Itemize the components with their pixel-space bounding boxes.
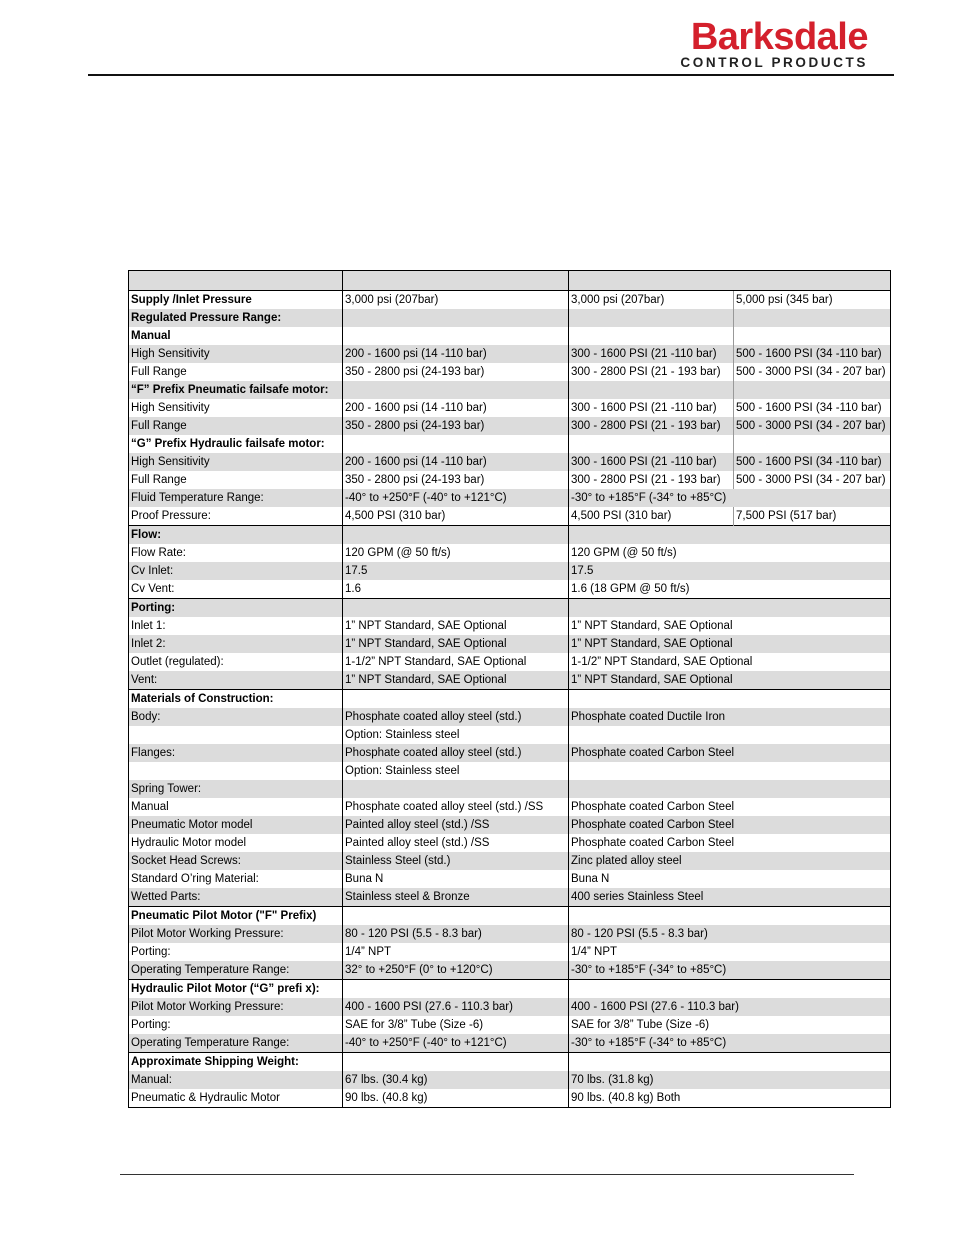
table-row <box>129 417 891 435</box>
value-cell-series-b <box>569 690 891 709</box>
value-cell-series-a: 1.6 <box>343 580 569 599</box>
table-row <box>129 653 891 671</box>
value-cell-series-a <box>343 1053 569 1072</box>
brand-subtitle: CONTROL PRODUCTS <box>680 55 868 70</box>
table-row <box>129 399 891 417</box>
value-cell-series-a: 1” NPT Standard, SAE Optional <box>343 617 569 635</box>
value-cell-series-c <box>734 381 891 399</box>
row-label-cell: Full Range <box>129 363 343 381</box>
row-label-cell: “G” Prefix Hydraulic failsafe motor: <box>129 435 343 453</box>
row-label-cell: Inlet 1: <box>129 617 343 635</box>
value-cell-series-b: 4,500 PSI (310 bar) <box>569 507 734 526</box>
value-cell-series-a: 200 - 1600 psi (14 -110 bar) <box>343 453 569 471</box>
value-cell-series-b <box>569 1053 891 1072</box>
value-cell-series-a <box>343 690 569 709</box>
table-row <box>129 925 891 943</box>
value-cell-series-a: 32° to +250°F (0° to +120°C) <box>343 961 569 980</box>
value-cell-series-b: Phosphate coated Carbon Steel <box>569 816 891 834</box>
table-row <box>129 435 891 453</box>
row-label-cell: Standard O’ring Material: <box>129 870 343 888</box>
row-label-cell <box>129 762 343 780</box>
row-label-cell: Flow: <box>129 526 343 545</box>
table-row <box>129 507 891 526</box>
value-cell-series-c: 500 - 1600 PSI (34 -110 bar) <box>734 453 891 471</box>
row-label-cell: Hydraulic Motor model <box>129 834 343 852</box>
value-cell-series-b: 1-1/2” NPT Standard, SAE Optional <box>569 653 891 671</box>
table-row <box>129 345 891 363</box>
value-cell-series-a: Painted alloy steel (std.) /SS <box>343 816 569 834</box>
value-cell-series-a <box>343 526 569 545</box>
table-row <box>129 363 891 381</box>
row-label-cell: Flow Rate: <box>129 544 343 562</box>
brand-name: Barksdale <box>690 16 868 58</box>
value-cell-series-a <box>343 309 569 327</box>
value-cell-series-b: 1/4” NPT <box>569 943 891 961</box>
value-cell-series-a: Stainless Steel (std.) <box>343 852 569 870</box>
row-label-cell: High Sensitivity <box>129 399 343 417</box>
row-label-cell: Materials of Construction: <box>129 690 343 709</box>
table-row <box>129 834 891 852</box>
value-cell-series-b <box>569 327 734 345</box>
row-label-cell: Pneumatic Motor model <box>129 816 343 834</box>
row-label-cell: Regulated Pressure Range: <box>129 309 343 327</box>
row-label-cell <box>129 726 343 744</box>
value-cell-series-a: -40° to +250°F (-40° to +121°C) <box>343 489 569 507</box>
table-row <box>129 1016 891 1034</box>
row-label-cell: Cv Vent: <box>129 580 343 599</box>
value-cell-series-b <box>569 762 891 780</box>
value-cell-series-b: 1” NPT Standard, SAE Optional <box>569 635 891 653</box>
value-cell-series-a: SAE for 3/8” Tube (Size -6) <box>343 1016 569 1034</box>
table-row <box>129 471 891 489</box>
table-row <box>129 1053 891 1072</box>
table-row <box>129 453 891 471</box>
value-cell-series-b: Phosphate coated Carbon Steel <box>569 744 891 762</box>
table-row <box>129 327 891 345</box>
value-cell-series-a <box>343 599 569 618</box>
row-label-cell: Vent: <box>129 671 343 690</box>
header-cell-3 <box>569 271 891 291</box>
value-cell-series-a: 200 - 1600 psi (14 -110 bar) <box>343 399 569 417</box>
value-cell-series-b <box>569 599 891 618</box>
value-cell-series-b <box>569 381 734 399</box>
value-cell-series-a: Phosphate coated alloy steel (std.) <box>343 708 569 726</box>
value-cell-series-b: 300 - 2800 PSI (21 - 193 bar) <box>569 417 734 435</box>
value-cell-series-c <box>734 435 891 453</box>
value-cell-series-a: 80 - 120 PSI (5.5 - 8.3 bar) <box>343 925 569 943</box>
value-cell-series-b: 400 - 1600 PSI (27.6 - 110.3 bar) <box>569 998 891 1016</box>
table-row <box>129 544 891 562</box>
table-row <box>129 599 891 618</box>
table-row <box>129 526 891 545</box>
row-label-cell: “F” Prefix Pneumatic failsafe motor: <box>129 381 343 399</box>
value-cell-series-b: SAE for 3/8” Tube (Size -6) <box>569 1016 891 1034</box>
value-cell-series-b: -30° to +185°F (-34° to +85°C) <box>569 489 891 507</box>
row-label-cell: Porting: <box>129 943 343 961</box>
table-row <box>129 870 891 888</box>
value-cell-series-b: 300 - 2800 PSI (21 - 193 bar) <box>569 363 734 381</box>
table-row <box>129 690 891 709</box>
value-cell-series-b: 1” NPT Standard, SAE Optional <box>569 617 891 635</box>
row-label-cell: High Sensitivity <box>129 453 343 471</box>
table-row <box>129 888 891 907</box>
header-cell-2 <box>343 271 569 291</box>
specifications-table <box>128 270 891 1108</box>
value-cell-series-b: -30° to +185°F (-34° to +85°C) <box>569 1034 891 1053</box>
table-row <box>129 961 891 980</box>
brand-logo <box>680 18 868 70</box>
table-row <box>129 998 891 1016</box>
value-cell-series-b <box>569 907 891 926</box>
value-cell-series-a: 350 - 2800 psi (24-193 bar) <box>343 417 569 435</box>
row-label-cell: Porting: <box>129 1016 343 1034</box>
row-label-cell: Cv Inlet: <box>129 562 343 580</box>
value-cell-series-b: Phosphate coated Carbon Steel <box>569 834 891 852</box>
row-label-cell: Manual <box>129 798 343 816</box>
row-label-cell: Full Range <box>129 417 343 435</box>
table-row <box>129 762 891 780</box>
value-cell-series-b <box>569 726 891 744</box>
value-cell-series-a <box>343 980 569 999</box>
table-row <box>129 309 891 327</box>
value-cell-series-b: 17.5 <box>569 562 891 580</box>
value-cell-series-a: 400 - 1600 PSI (27.6 - 110.3 bar) <box>343 998 569 1016</box>
value-cell-series-a: Stainless steel & Bronze <box>343 888 569 907</box>
value-cell-series-a <box>343 381 569 399</box>
table-row <box>129 291 891 310</box>
table-row <box>129 708 891 726</box>
value-cell-series-a: Phosphate coated alloy steel (std.) <box>343 744 569 762</box>
value-cell-series-b: 70 lbs. (31.8 kg) <box>569 1071 891 1089</box>
value-cell-series-a: Option: Stainless steel <box>343 762 569 780</box>
value-cell-series-b: 80 - 120 PSI (5.5 - 8.3 bar) <box>569 925 891 943</box>
value-cell-series-a <box>343 435 569 453</box>
row-label-cell: Pneumatic Pilot Motor ("F" Prefix) <box>129 907 343 926</box>
value-cell-series-a: Option: Stainless steel <box>343 726 569 744</box>
value-cell-series-b: 120 GPM (@ 50 ft/s) <box>569 544 891 562</box>
table-row <box>129 780 891 798</box>
table-row <box>129 744 891 762</box>
table-row <box>129 943 891 961</box>
row-label-cell: Outlet (regulated): <box>129 653 343 671</box>
row-label-cell: Manual <box>129 327 343 345</box>
row-label-cell: Operating Temperature Range: <box>129 1034 343 1053</box>
value-cell-series-c: 5,000 psi (345 bar) <box>734 291 891 310</box>
value-cell-series-a: Phosphate coated alloy steel (std.) /SS <box>343 798 569 816</box>
value-cell-series-c <box>734 309 891 327</box>
value-cell-series-a: 90 lbs. (40.8 kg) <box>343 1089 569 1108</box>
value-cell-series-b: Buna N <box>569 870 891 888</box>
header-rule <box>88 74 894 76</box>
row-label-cell: Operating Temperature Range: <box>129 961 343 980</box>
value-cell-series-a: 1-1/2” NPT Standard, SAE Optional <box>343 653 569 671</box>
row-label-cell: Inlet 2: <box>129 635 343 653</box>
header-cell-1 <box>129 271 343 291</box>
value-cell-series-b <box>569 980 891 999</box>
value-cell-series-a: 1” NPT Standard, SAE Optional <box>343 635 569 653</box>
value-cell-series-b: 1.6 (18 GPM @ 50 ft/s) <box>569 580 891 599</box>
table-row <box>129 562 891 580</box>
value-cell-series-b: 1” NPT Standard, SAE Optional <box>569 671 891 690</box>
table-row <box>129 671 891 690</box>
row-label-cell: Approximate Shipping Weight: <box>129 1053 343 1072</box>
table-row <box>129 852 891 870</box>
value-cell-series-c: 500 - 3000 PSI (34 - 207 bar) <box>734 471 891 489</box>
table-row <box>129 381 891 399</box>
value-cell-series-b: 3,000 psi (207bar) <box>569 291 734 310</box>
value-cell-series-b <box>569 309 734 327</box>
value-cell-series-b: Zinc plated alloy steel <box>569 852 891 870</box>
table-row <box>129 635 891 653</box>
row-label-cell: Proof Pressure: <box>129 507 343 526</box>
row-label-cell: Manual: <box>129 1071 343 1089</box>
value-cell-series-a <box>343 327 569 345</box>
table-row <box>129 980 891 999</box>
row-label-cell: Pilot Motor Working Pressure: <box>129 998 343 1016</box>
value-cell-series-a: 1” NPT Standard, SAE Optional <box>343 671 569 690</box>
value-cell-series-a: 350 - 2800 psi (24-193 bar) <box>343 471 569 489</box>
value-cell-series-b: 300 - 1600 PSI (21 -110 bar) <box>569 345 734 363</box>
value-cell-series-b: -30° to +185°F (-34° to +85°C) <box>569 961 891 980</box>
value-cell-series-a: Buna N <box>343 870 569 888</box>
value-cell-series-b: 300 - 2800 PSI (21 - 193 bar) <box>569 471 734 489</box>
row-label-cell: Pilot Motor Working Pressure: <box>129 925 343 943</box>
row-label-cell: Hydraulic Pilot Motor (“G” prefi x): <box>129 980 343 999</box>
value-cell-series-a: 200 - 1600 psi (14 -110 bar) <box>343 345 569 363</box>
value-cell-series-b: Phosphate coated Ductile Iron <box>569 708 891 726</box>
row-label-cell: Supply /Inlet Pressure <box>129 291 343 310</box>
value-cell-series-c: 500 - 1600 PSI (34 -110 bar) <box>734 399 891 417</box>
table-row <box>129 580 891 599</box>
row-label-cell: Spring Tower: <box>129 780 343 798</box>
value-cell-series-c: 7,500 PSI (517 bar) <box>734 507 891 526</box>
table-row <box>129 726 891 744</box>
value-cell-series-a: 17.5 <box>343 562 569 580</box>
value-cell-series-c: 500 - 1600 PSI (34 -110 bar) <box>734 345 891 363</box>
row-label-cell: Pneumatic & Hydraulic Motor <box>129 1089 343 1108</box>
value-cell-series-a <box>343 907 569 926</box>
table-row <box>129 798 891 816</box>
row-label-cell: Full Range <box>129 471 343 489</box>
table-header-row <box>129 271 891 291</box>
value-cell-series-a: 3,000 psi (207bar) <box>343 291 569 310</box>
value-cell-series-a: 350 - 2800 psi (24-193 bar) <box>343 363 569 381</box>
row-label-cell: Flanges: <box>129 744 343 762</box>
table-row <box>129 617 891 635</box>
row-label-cell: Fluid Temperature Range: <box>129 489 343 507</box>
table-row <box>129 816 891 834</box>
value-cell-series-b: 400 series Stainless Steel <box>569 888 891 907</box>
value-cell-series-a: Painted alloy steel (std.) /SS <box>343 834 569 852</box>
value-cell-series-a: 4,500 PSI (310 bar) <box>343 507 569 526</box>
value-cell-series-c: 500 - 3000 PSI (34 - 207 bar) <box>734 417 891 435</box>
table-row <box>129 1034 891 1053</box>
row-label-cell: High Sensitivity <box>129 345 343 363</box>
value-cell-series-b: 300 - 1600 PSI (21 -110 bar) <box>569 453 734 471</box>
row-label-cell: Wetted Parts: <box>129 888 343 907</box>
value-cell-series-a: 1/4” NPT <box>343 943 569 961</box>
row-label-cell: Body: <box>129 708 343 726</box>
value-cell-series-a <box>343 780 569 798</box>
value-cell-series-c <box>734 327 891 345</box>
value-cell-series-a: 67 lbs. (30.4 kg) <box>343 1071 569 1089</box>
table-row <box>129 907 891 926</box>
row-label-cell: Porting: <box>129 599 343 618</box>
table-row <box>129 1071 891 1089</box>
value-cell-series-b: 300 - 1600 PSI (21 -110 bar) <box>569 399 734 417</box>
value-cell-series-a: -40° to +250°F (-40° to +121°C) <box>343 1034 569 1053</box>
row-label-cell: Socket Head Screws: <box>129 852 343 870</box>
value-cell-series-c: 500 - 3000 PSI (34 - 207 bar) <box>734 363 891 381</box>
value-cell-series-b <box>569 526 891 545</box>
value-cell-series-b: 90 lbs. (40.8 kg) Both <box>569 1089 891 1108</box>
footer-rule <box>120 1174 854 1175</box>
value-cell-series-b: Phosphate coated Carbon Steel <box>569 798 891 816</box>
value-cell-series-b <box>569 435 734 453</box>
value-cell-series-b <box>569 780 891 798</box>
value-cell-series-a: 120 GPM (@ 50 ft/s) <box>343 544 569 562</box>
table-row <box>129 1089 891 1108</box>
table-row <box>129 489 891 507</box>
